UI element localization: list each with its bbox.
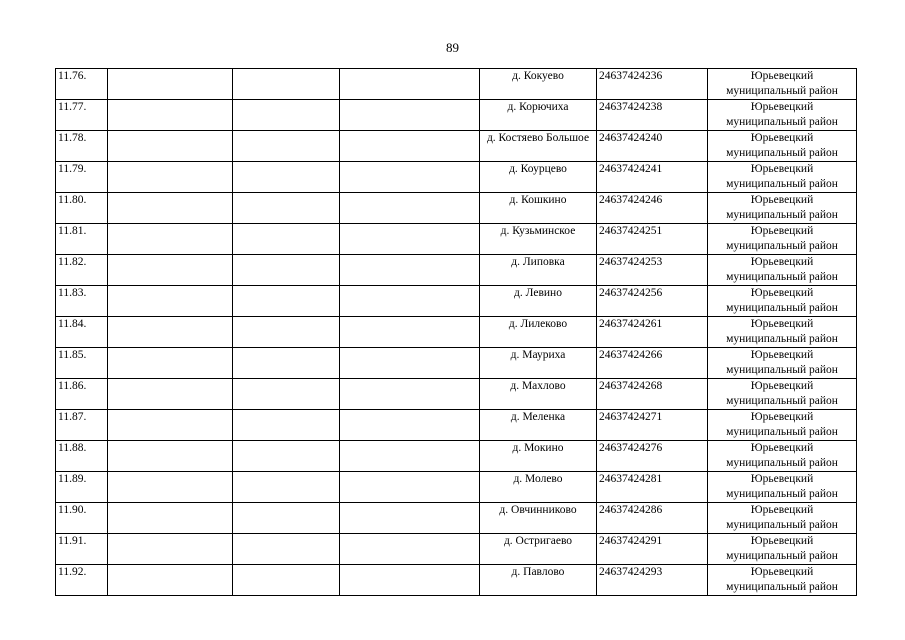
empty-cell [108,162,233,193]
district-cell: Юрьевецкий муниципальный район [708,348,857,379]
empty-cell [340,100,480,131]
empty-cell [233,379,340,410]
district-cell: Юрьевецкий муниципальный район [708,255,857,286]
district-cell: Юрьевецкий муниципальный район [708,410,857,441]
district-cell: Юрьевецкий муниципальный район [708,534,857,565]
table-row [56,410,857,441]
oktmo-code-cell: 24637424256 [597,286,708,317]
empty-cell [233,131,340,162]
table-row [56,255,857,286]
empty-cell [233,441,340,472]
settlement-name-cell: д. Павлово [480,565,597,596]
page-number: 89 [446,40,459,55]
empty-cell [108,69,233,100]
oktmo-code-cell: 24637424251 [597,224,708,255]
empty-cell [108,193,233,224]
table-row [56,441,857,472]
empty-cell [340,131,480,162]
oktmo-code-cell: 24637424238 [597,100,708,131]
settlement-name-cell: д. Остригаево [480,534,597,565]
settlement-name-cell: д. Липовка [480,255,597,286]
empty-cell [340,317,480,348]
district-cell: Юрьевецкий муниципальный район [708,441,857,472]
empty-cell [233,193,340,224]
empty-cell [340,379,480,410]
table-row [56,69,857,100]
empty-cell [233,162,340,193]
settlements-table [55,68,857,596]
empty-cell [233,565,340,596]
settlement-name-cell: д. Молево [480,472,597,503]
table-row [56,379,857,410]
empty-cell [233,410,340,441]
row-number-cell: 11.82. [56,255,108,286]
row-number-cell: 11.90. [56,503,108,534]
row-number-cell: 11.83. [56,286,108,317]
empty-cell [340,224,480,255]
table-row [56,503,857,534]
table-row [56,348,857,379]
row-number-cell: 11.80. [56,193,108,224]
empty-cell [340,472,480,503]
settlement-name-cell: д. Кузьминское [480,224,597,255]
oktmo-code-cell: 24637424246 [597,193,708,224]
empty-cell [233,286,340,317]
district-cell: Юрьевецкий муниципальный район [708,224,857,255]
empty-cell [108,441,233,472]
oktmo-code-cell: 24637424276 [597,441,708,472]
settlement-name-cell: д. Лилеково [480,317,597,348]
row-number-cell: 11.87. [56,410,108,441]
empty-cell [108,255,233,286]
row-number-cell: 11.86. [56,379,108,410]
empty-cell [233,534,340,565]
settlement-name-cell: д. Мокино [480,441,597,472]
settlement-name-cell: д. Кокуево [480,69,597,100]
oktmo-code-cell: 24637424241 [597,162,708,193]
table-row [56,131,857,162]
empty-cell [340,534,480,565]
oktmo-code-cell: 24637424236 [597,69,708,100]
oktmo-code-cell: 24637424286 [597,503,708,534]
row-number-cell: 11.85. [56,348,108,379]
oktmo-code-cell: 24637424291 [597,534,708,565]
oktmo-code-cell: 24637424240 [597,131,708,162]
settlement-name-cell: д. Меленка [480,410,597,441]
empty-cell [108,410,233,441]
district-cell: Юрьевецкий муниципальный район [708,317,857,348]
empty-cell [108,503,233,534]
empty-cell [108,317,233,348]
table-row [56,162,857,193]
row-number-cell: 11.79. [56,162,108,193]
oktmo-code-cell: 24637424281 [597,472,708,503]
settlement-name-cell: д. Корючиха [480,100,597,131]
empty-cell [108,131,233,162]
district-cell: Юрьевецкий муниципальный район [708,193,857,224]
empty-cell [340,503,480,534]
row-number-cell: 11.77. [56,100,108,131]
district-cell: Юрьевецкий муниципальный район [708,503,857,534]
empty-cell [233,69,340,100]
table-row [56,193,857,224]
empty-cell [108,379,233,410]
district-cell: Юрьевецкий муниципальный район [708,162,857,193]
empty-cell [108,472,233,503]
oktmo-code-cell: 24637424253 [597,255,708,286]
table-row [56,286,857,317]
district-cell: Юрьевецкий муниципальный район [708,565,857,596]
settlement-name-cell: д. Костяево Большое [480,131,597,162]
empty-cell [233,317,340,348]
empty-cell [233,472,340,503]
settlement-name-cell: д. Мауриха [480,348,597,379]
table-row [56,565,857,596]
district-cell: Юрьевецкий муниципальный район [708,69,857,100]
settlement-name-cell: д. Левино [480,286,597,317]
settlement-name-cell: д. Махлово [480,379,597,410]
empty-cell [108,534,233,565]
oktmo-code-cell: 24637424266 [597,348,708,379]
empty-cell [233,503,340,534]
oktmo-code-cell: 24637424261 [597,317,708,348]
row-number-cell: 11.91. [56,534,108,565]
empty-cell [233,255,340,286]
empty-cell [340,410,480,441]
empty-cell [340,286,480,317]
empty-cell [108,224,233,255]
empty-cell [108,565,233,596]
table-row [56,534,857,565]
row-number-cell: 11.81. [56,224,108,255]
empty-cell [233,224,340,255]
row-number-cell: 11.89. [56,472,108,503]
table-row [56,224,857,255]
row-number-cell: 11.84. [56,317,108,348]
settlement-name-cell: д. Кошкино [480,193,597,224]
empty-cell [340,162,480,193]
table-row [56,100,857,131]
oktmo-code-cell: 24637424271 [597,410,708,441]
row-number-cell: 11.76. [56,69,108,100]
row-number-cell: 11.88. [56,441,108,472]
oktmo-code-cell: 24637424293 [597,565,708,596]
table-row [56,317,857,348]
empty-cell [108,100,233,131]
district-cell: Юрьевецкий муниципальный район [708,379,857,410]
table-row [56,472,857,503]
district-cell: Юрьевецкий муниципальный район [708,286,857,317]
empty-cell [233,100,340,131]
empty-cell [340,69,480,100]
empty-cell [340,565,480,596]
row-number-cell: 11.92. [56,565,108,596]
district-cell: Юрьевецкий муниципальный район [708,472,857,503]
settlement-name-cell: д. Коурцево [480,162,597,193]
empty-cell [340,255,480,286]
empty-cell [233,348,340,379]
settlement-name-cell: д. Овчинниково [480,503,597,534]
empty-cell [108,348,233,379]
district-cell: Юрьевецкий муниципальный район [708,100,857,131]
district-cell: Юрьевецкий муниципальный район [708,131,857,162]
oktmo-code-cell: 24637424268 [597,379,708,410]
row-number-cell: 11.78. [56,131,108,162]
empty-cell [108,286,233,317]
empty-cell [340,441,480,472]
empty-cell [340,348,480,379]
empty-cell [340,193,480,224]
